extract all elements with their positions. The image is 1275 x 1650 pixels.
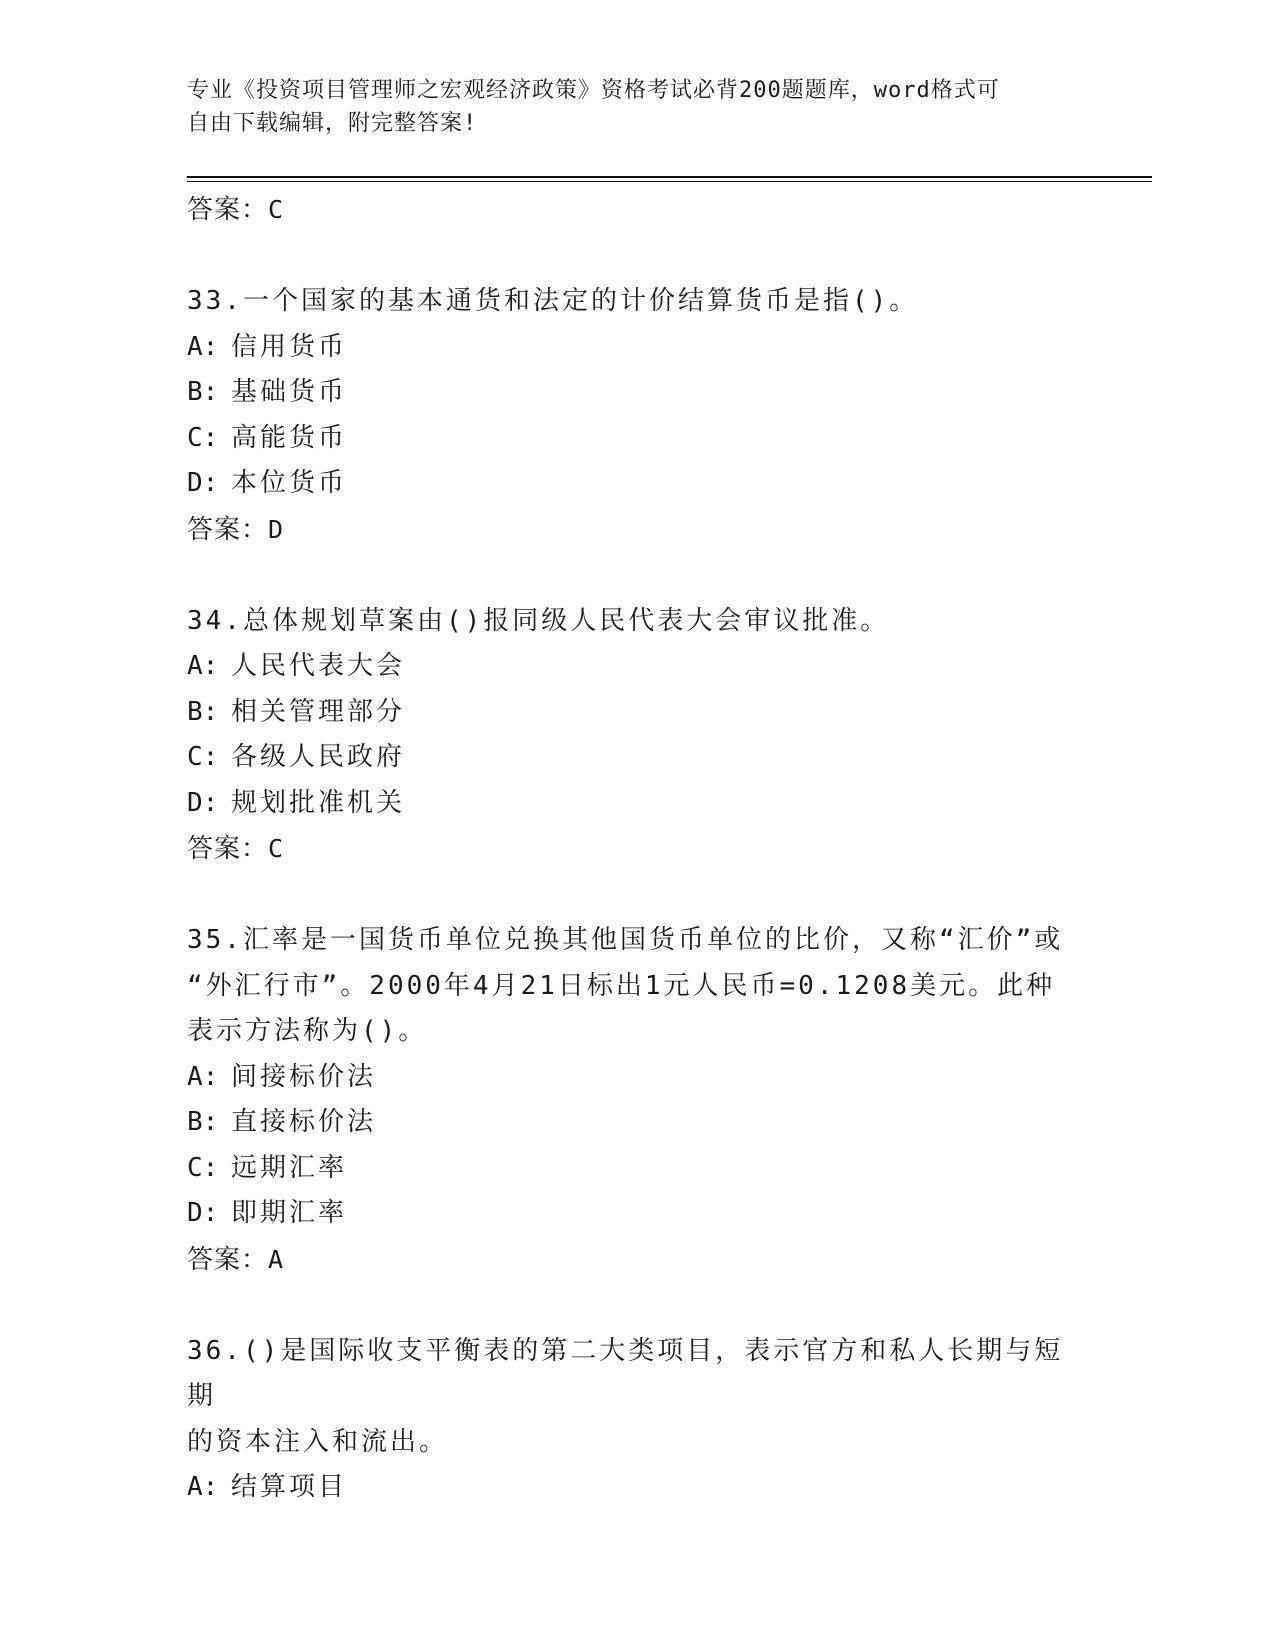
option-text: 结算项目 bbox=[231, 1472, 348, 1502]
answer-line bbox=[187, 507, 1087, 553]
option-letter: A: bbox=[187, 331, 219, 362]
option-letter: D: bbox=[187, 787, 219, 818]
header-rule-thin bbox=[187, 181, 1152, 182]
question-35 bbox=[187, 918, 1087, 1283]
answer-value: D bbox=[268, 514, 285, 544]
answer-line bbox=[187, 1237, 1087, 1283]
option-text: 基础货币 bbox=[231, 377, 348, 407]
option-letter: C: bbox=[187, 1152, 219, 1183]
option-letter: C: bbox=[187, 742, 219, 772]
option-c bbox=[187, 735, 1087, 781]
question-text-line-1: 35.汇率是一国货币单位兑换其他国货币单位的比价，又称“汇价”或 bbox=[187, 925, 1064, 955]
header-rule-thick bbox=[187, 176, 1152, 178]
header-line-2: 自由下载编辑，附完整答案! bbox=[187, 111, 478, 136]
option-d bbox=[187, 461, 1087, 507]
option-letter: D: bbox=[187, 1198, 219, 1228]
header-line-1: 专业《投资项目管理师之宏观经济政策》资格考试必背200题题库，word格式可 bbox=[187, 78, 1000, 103]
option-text: 规划批准机关 bbox=[231, 787, 406, 818]
answer-line bbox=[187, 826, 1087, 872]
answer-line-q32 bbox=[187, 187, 1087, 233]
option-a bbox=[187, 644, 1087, 690]
option-text: 信用货币 bbox=[231, 331, 348, 362]
option-letter: B: bbox=[187, 1107, 219, 1137]
answer-label: 答案： bbox=[187, 834, 269, 864]
option-b bbox=[187, 690, 1087, 736]
option-b bbox=[187, 370, 1087, 416]
option-text: 远期汇率 bbox=[231, 1152, 348, 1183]
question-text-line-3: 表示方法称为()。 bbox=[187, 1016, 428, 1046]
option-text: 直接标价法 bbox=[231, 1107, 377, 1137]
option-text: 相关管理部分 bbox=[231, 696, 406, 727]
question-text-line-2: “外汇行市”。2000年4月21日标出1元人民币=0.1208美元。此种 bbox=[187, 970, 1056, 1001]
option-c bbox=[187, 1146, 1087, 1192]
answer-value: C bbox=[268, 195, 285, 224]
question-33 bbox=[187, 279, 1087, 553]
question-34 bbox=[187, 599, 1087, 873]
question-text-line-2: 的资本注入和流出。 bbox=[187, 1426, 449, 1457]
option-letter: A: bbox=[187, 651, 219, 681]
option-letter: B: bbox=[187, 377, 219, 407]
answer-value: C bbox=[268, 834, 285, 863]
question-text: 34.总体规划草案由()报同级人民代表大会审议批准。 bbox=[187, 605, 890, 636]
option-letter: C: bbox=[187, 422, 219, 453]
option-letter: D: bbox=[187, 468, 219, 498]
option-text: 人民代表大会 bbox=[231, 651, 406, 681]
option-text: 间接标价法 bbox=[231, 1061, 377, 1092]
option-d bbox=[187, 781, 1087, 827]
answer-value: A bbox=[268, 1244, 285, 1274]
option-d bbox=[187, 1191, 1087, 1237]
answer-label: 答案： bbox=[187, 1244, 269, 1275]
option-c bbox=[187, 416, 1087, 462]
option-text: 各级人民政府 bbox=[231, 742, 406, 772]
option-letter: A: bbox=[187, 1061, 219, 1092]
question-36 bbox=[187, 1329, 1087, 1511]
option-a bbox=[187, 325, 1087, 371]
option-a bbox=[187, 1055, 1087, 1101]
question-list bbox=[187, 187, 1087, 1511]
document-header bbox=[187, 74, 1067, 140]
option-letter: A: bbox=[187, 1472, 219, 1502]
answer-label: 答案： bbox=[187, 195, 269, 225]
option-text: 本位货币 bbox=[231, 468, 348, 498]
option-b bbox=[187, 1100, 1087, 1146]
option-letter: B: bbox=[187, 696, 219, 727]
question-text-line-1: 36.()是国际收支平衡表的第二大类项目，表示官方和私人长期与短期 bbox=[187, 1335, 1064, 1411]
option-text: 高能货币 bbox=[231, 422, 348, 453]
question-text: 33.一个国家的基本通货和法定的计价结算货币是指()。 bbox=[187, 286, 919, 316]
option-text: 即期汇率 bbox=[231, 1198, 348, 1228]
answer-label: 答案： bbox=[187, 514, 269, 545]
option-a bbox=[187, 1465, 1087, 1511]
